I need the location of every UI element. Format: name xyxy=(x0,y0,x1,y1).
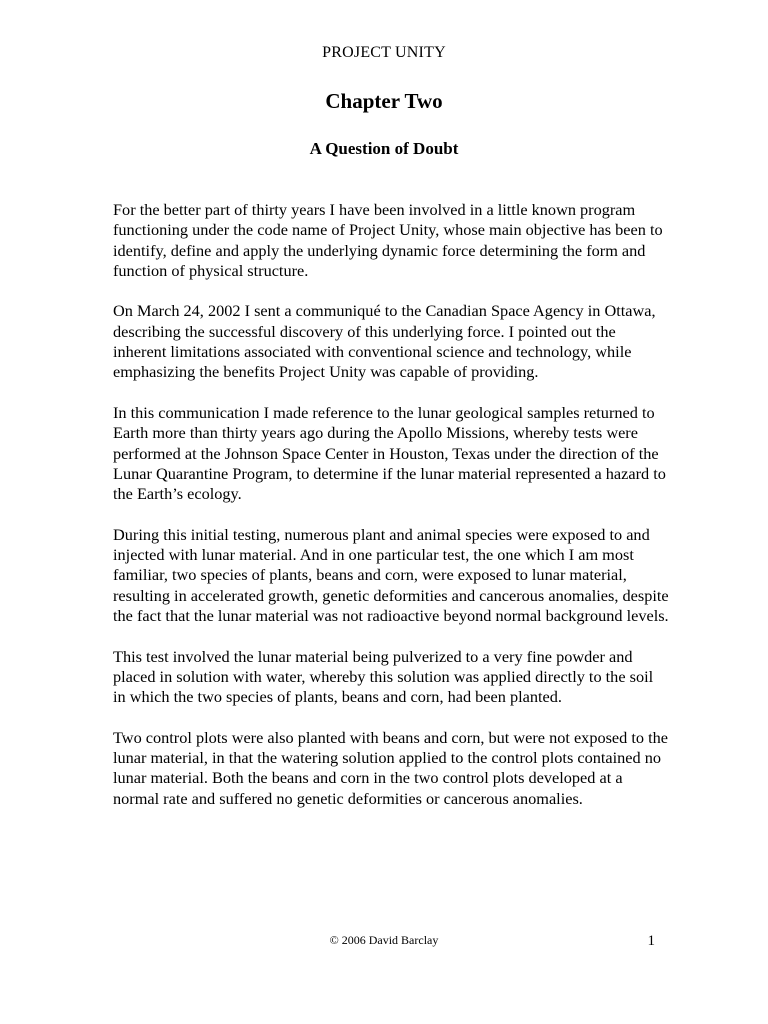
paragraph-1: For the better part of thirty years I have been involved in a little known program functioning under the code name of Project Unity, whose main objective has been to identify, define and apply the underlying dynamic force determining the form and function of physical structure. xyxy=(113,200,663,280)
body-text xyxy=(113,200,669,829)
paragraph-3: In this communication I made reference to the lunar geological samples returned to Earth more than thirty years ago during the Apollo Missions, whereby tests were performed at the Johnson Space Center in Houston, Texas under the direction of the Lunar Quarantine Program, to determine if the lunar material represented a hazard to the Earth’s ecology. xyxy=(113,402,666,504)
running-header: PROJECT UNITY xyxy=(322,44,446,61)
paragraph-2: On March 24, 2002 I sent a communiqué to the Canadian Space Agency in Ottawa, describing the successful discovery of this underlying force. I pointed out the inherent limitations associated with conventional science and technology, while emphasizing the benefits Project Unity was capable of providing. xyxy=(113,301,656,382)
paragraph-4: During this initial testing, numerous plant and animal species were exposed to and injected with lunar material. And in one particular test, the one which I am most familiar, two species of plants, beans and corn, were exposed to lunar material, resulting in accelerated growth, genetic deformities and cancerous anomalies, despite the fact that the lunar material was not radioactive beyond normal background levels. xyxy=(113,524,669,625)
paragraph-5: This test involved the lunar material being pulverized to a very fine powder and placed in solution with water, whereby this solution was applied directly to the soil in which the two species of plants, beans and corn, had been planted. xyxy=(113,646,654,707)
page-number: 1 xyxy=(647,933,655,949)
chapter-subtitle: A Question of Doubt xyxy=(309,139,459,158)
chapter-title: Chapter Two xyxy=(325,89,443,113)
copyright-footer: © 2006 David Barclay xyxy=(329,933,439,947)
paragraph-6: Two control plots were also planted with beans and corn, but were not exposed to the lunar material, in that the watering solution applied to the control plots contained no lunar material. Both the beans and corn in the two control plots developed at a normal rate and suffered no genetic deformities or cancerous anomalies. xyxy=(113,727,668,808)
